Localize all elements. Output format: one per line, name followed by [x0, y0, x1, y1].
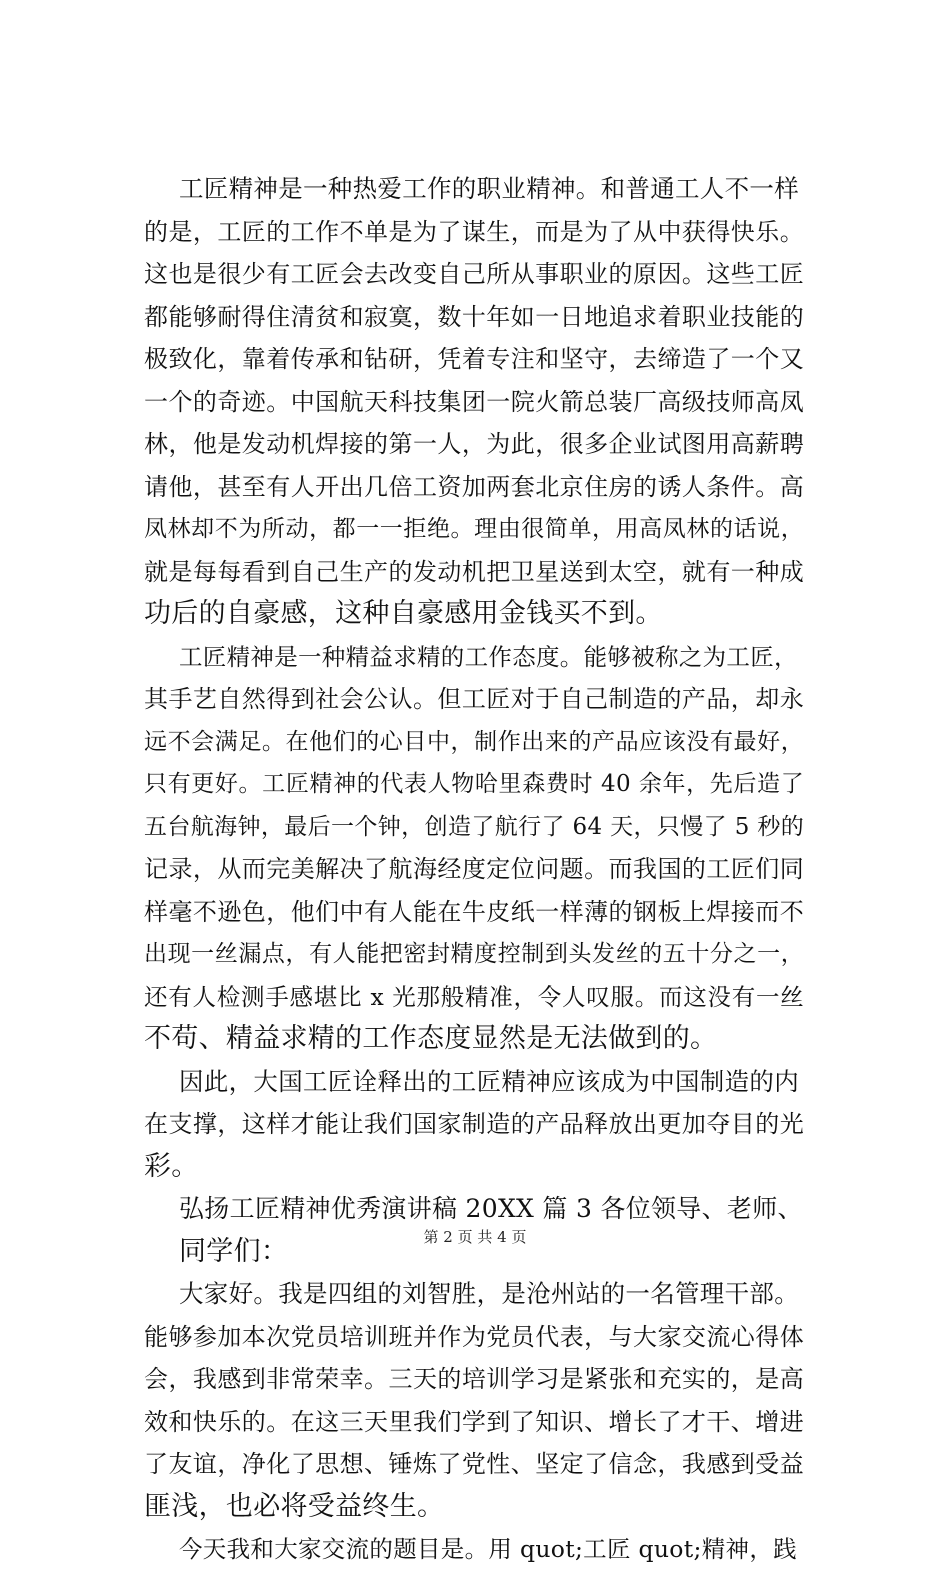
- text-line: 只有更好。工匠精神的代表人物哈里森费时 40 余年，先后造了: [144, 771, 804, 797]
- text-line: 林，他是发动机焊接的第一人，为此，很多企业试图用高薪聘: [144, 430, 804, 458]
- text-line: 出现一丝漏点，有人能把密封精度控制到头发丝的五十分之一，: [144, 941, 804, 967]
- text-line: 彩。: [144, 1150, 199, 1182]
- text-line: 请他，甚至有人开出几倍工资加两套北京住房的诱人条件。高: [144, 472, 804, 501]
- text-line: 工匠精神是一种精益求精的工作态度。能够被称之为工匠，: [179, 642, 798, 671]
- text-line: 都能够耐得住清贫和寂寞，数十年如一日地追求着职业技能的: [144, 302, 804, 331]
- text-line: 其手艺自然得到社会公认。但工匠对于自己制造的产品，却永: [144, 685, 804, 713]
- text-line: 会，我感到非常荣幸。三天的培训学习是紧张和充实的，是高: [144, 1365, 804, 1393]
- text-line: 一个的奇迹。中国航天科技集团一院火箭总装厂高级技师高凤: [144, 387, 804, 416]
- text-line: 因此，大国工匠诠释出的工匠精神应该成为中国制造的内: [179, 1066, 799, 1096]
- text-line: 凤林却不为所动，都一一拒绝。理由很简单，用高凤林的话说，: [144, 516, 804, 542]
- text-line: 的是，工匠的工作不单是为了谋生，而是为了从中获得快乐。: [144, 217, 804, 246]
- text-line: 大家好。我是四组的刘智胜，是沧州站的一名管理干部。: [179, 1279, 799, 1308]
- text-line: 记录，从而完美解决了航海经度定位问题。而我国的工匠们同: [144, 855, 804, 883]
- text-line: 还有人检测手感堪比 x 光那般精准，令人叹服。而这没有一丝: [144, 982, 804, 1011]
- text-line: 功后的自豪感，这种自豪感用金钱买不到。: [144, 598, 663, 629]
- text-line: 这也是很少有工匠会去改变自己所从事职业的原因。这些工匠: [144, 260, 804, 288]
- text-line: 就是每每看到自己生产的发动机把卫星送到太空，就有一种成: [144, 557, 804, 586]
- text-line: 匪浅，也必将受益终生。: [144, 1490, 445, 1522]
- text-line: 能够参加本次党员培训班并作为党员代表，与大家交流心得体: [144, 1322, 804, 1351]
- text-line: 样毫不逊色，他们中有人能在牛皮纸一样薄的钢板上焊接而不: [144, 897, 804, 926]
- document-body: [144, 168, 804, 1571]
- text-line: 远不会满足。在他们的心目中，制作出来的产品应该没有最好，: [144, 728, 804, 755]
- text-line: 不苟、精益求精的工作态度显然是无法做到的。: [144, 1023, 718, 1054]
- text-line: 今天我和大家交流的题目是。用 quot;工匠 quot;精神，践: [179, 1535, 797, 1563]
- text-line: 弘扬工匠精神优秀演讲稿 20XX 篇 3 各位领导、老师、: [179, 1194, 803, 1223]
- text-line: 同学们：: [179, 1235, 289, 1267]
- text-line: 五台航海钟，最后一个钟，创造了航行了 64 天，只慢了 5 秒的: [144, 813, 804, 840]
- text-line: 了友谊，净化了思想、锤炼了党性、坚定了信念，我感到受益: [144, 1450, 804, 1478]
- page-number-footer: 第 2 页 共 4 页: [423, 1228, 527, 1246]
- text-line: 在支撑，这样才能让我们国家制造的产品释放出更加夺目的光: [144, 1110, 804, 1138]
- text-line: 工匠精神是一种热爱工作的职业精神。和普通工人不一样: [179, 174, 799, 203]
- text-line: 效和快乐的。在这三天里我们学到了知识、增长了才干、增进: [144, 1407, 804, 1436]
- text-line: 极致化，靠着传承和钻研，凭着专注和坚守，去缔造了一个又: [144, 345, 804, 373]
